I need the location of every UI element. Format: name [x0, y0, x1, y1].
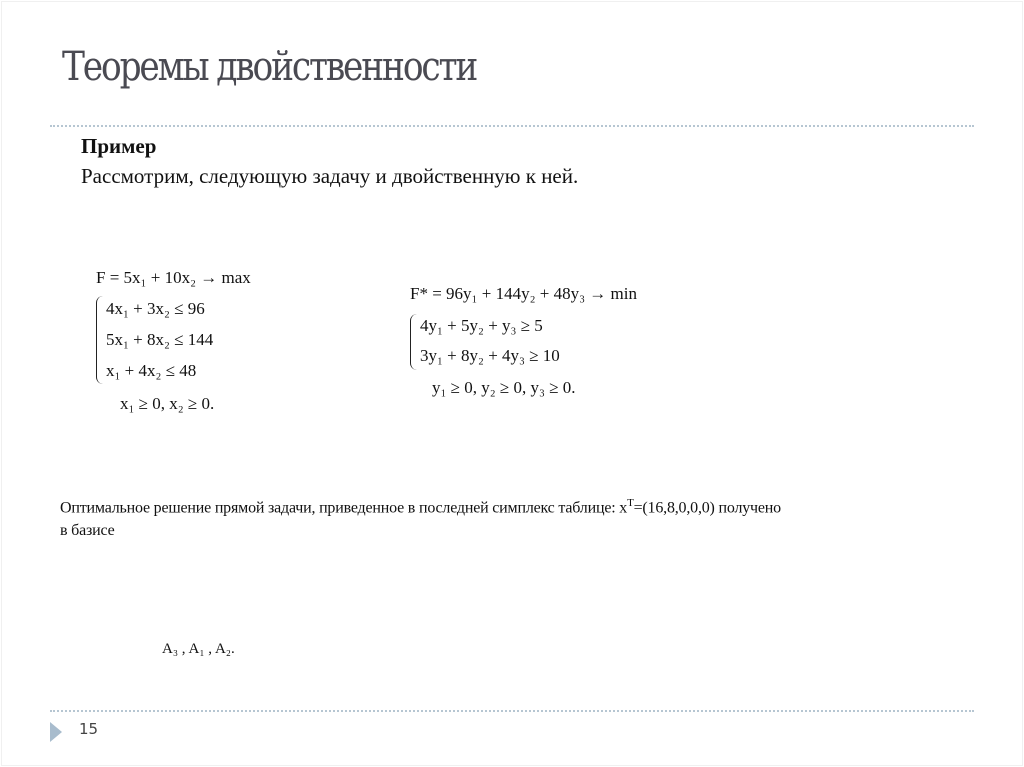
primal-nonnegativity: x₁ ≥ 0, x₂ ≥ 0.	[120, 394, 215, 413]
paragraph-text-after: =(16,8,0,0,0) получено	[633, 499, 781, 517]
dual-constraint-2: 3y₁ + 8y₂ + 4y₃ ≥ 10	[420, 346, 560, 365]
primal-constraint-1: 4x₁ + 3x₂ ≤ 96	[106, 299, 205, 318]
page-number: 15	[79, 720, 99, 738]
transpose-superscript: T	[627, 497, 634, 509]
dual-nonnegativity: y₁ ≥ 0, y₂ ≥ 0, y₃ ≥ 0.	[432, 378, 576, 397]
dual-objective-lhs: F*	[410, 284, 428, 303]
dual-objective-direction: → min	[589, 284, 637, 303]
intro-text: Рассмотрим, следующую задачу и двойственную к ней.	[81, 164, 579, 188]
triangle-arrow-icon	[50, 722, 62, 742]
primal-constraint-3: x₁ + 4x₂ ≤ 48	[106, 361, 197, 380]
dual-constraint-brace	[410, 314, 417, 370]
example-heading: Пример	[81, 134, 157, 158]
dual-constraint-1: 4y₁ + 5y₂ + y₃ ≥ 5	[420, 316, 543, 335]
primal-constraint-2: 5x₁ + 8x₂ ≤ 144	[106, 330, 214, 349]
primal-constraint-brace	[96, 296, 103, 384]
footer-divider	[50, 710, 974, 712]
basis-vectors: A₃ , A₁ , A₂.	[162, 641, 235, 657]
primal-objective-direction: → max	[200, 268, 251, 287]
paragraph-text-before: Оптимальное решение прямой задачи, приведенное в последней симплекс таблице: x	[60, 499, 628, 517]
primal-problem	[96, 268, 316, 418]
primal-objective-lhs: F	[96, 268, 106, 287]
dual-problem	[410, 284, 700, 404]
primal-objective-terms: = 5x₁ + 10x₂	[109, 268, 196, 287]
paragraph-text-line2: в базисе	[60, 522, 115, 540]
slide-title: Теоремы двойственности	[62, 44, 477, 90]
title-divider	[50, 125, 974, 127]
dual-objective-terms: = 96y₁ + 144y₂ + 48y₃	[432, 284, 586, 303]
optimal-solution-paragraph	[60, 492, 1000, 542]
